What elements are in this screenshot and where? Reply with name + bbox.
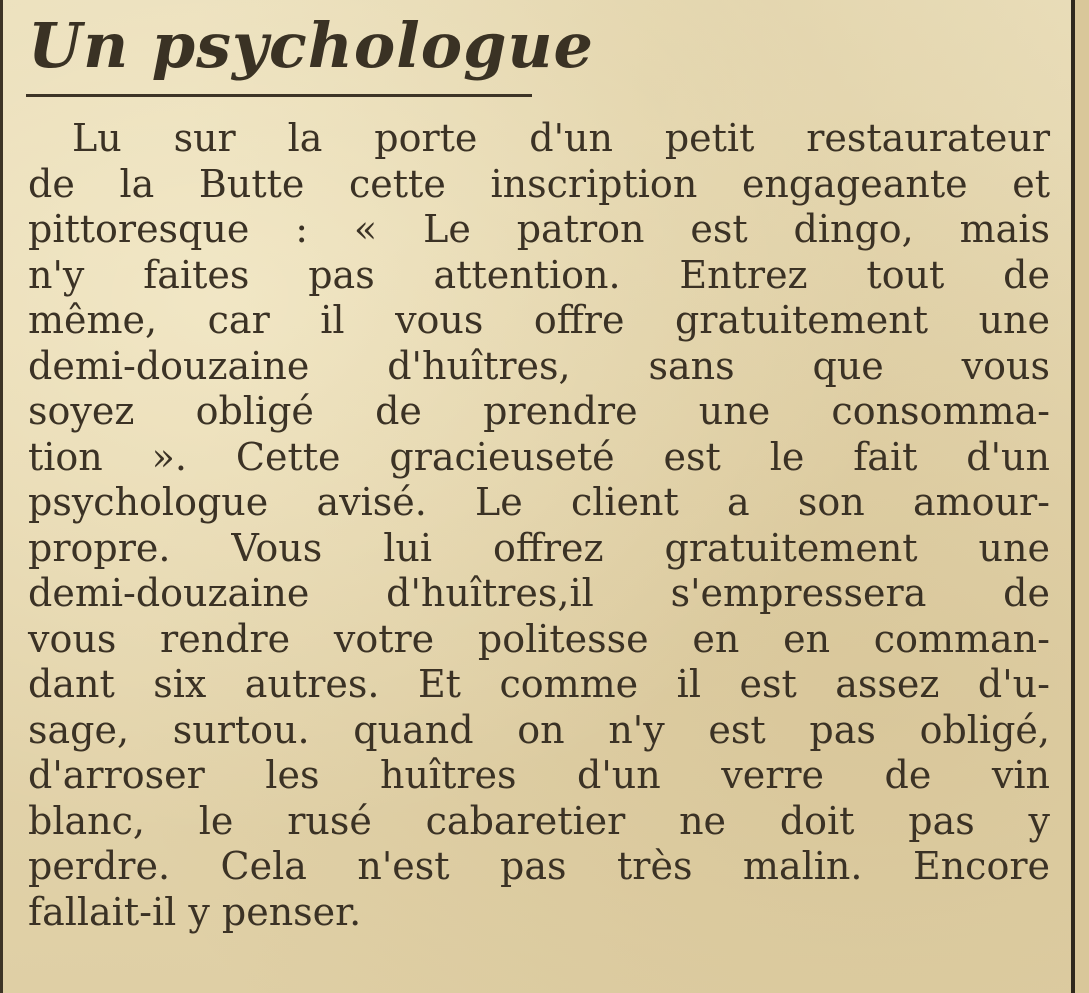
article-line: d'arroser les huîtres d'un verre de vin xyxy=(28,753,1050,797)
right-column-rule xyxy=(1071,0,1075,993)
headline-underline xyxy=(26,94,532,97)
article-line: même, car il vous offre gratuitement une xyxy=(28,298,1050,342)
article-line: soyez obligé de prendre une consomma- xyxy=(28,389,1050,433)
right-margin-strip xyxy=(1075,0,1089,993)
article-line: pittoresque : « Le patron est dingo, mais xyxy=(28,207,1050,251)
article-line: n'y faites pas attention. Entrez tout de xyxy=(28,252,1050,297)
article-line: tion ». Cette gracieuseté est le fait d'un xyxy=(28,434,1050,479)
article-line: vous rendre votre politesse en en comman- xyxy=(28,616,1050,661)
article-line: sage, surtou. quand on n'y est pas obligé, xyxy=(28,707,1050,752)
article-line: de la Butte cette inscription engageante et xyxy=(28,161,1050,206)
article-line: perdre. Cela n'est pas très malin. Encore xyxy=(28,844,1050,888)
article-line: Lu sur la porte d'un petit restaurateur xyxy=(72,116,1050,160)
article-headline: Un psychologue xyxy=(28,9,594,82)
article-line: blanc, le rusé cabaretier ne doit pas y xyxy=(28,798,1050,843)
article-line: psychologue avisé. Le client a son amour- xyxy=(28,480,1050,524)
article-line: dant six autres. Et comme il est assez d'u- xyxy=(28,662,1050,706)
article-line: demi-douzaine d'huîtres, sans que vous xyxy=(28,343,1050,388)
article-body xyxy=(28,116,1050,935)
article-line: propre. Vous lui offrez gratuitement une xyxy=(28,525,1050,570)
left-column-rule xyxy=(0,0,3,993)
article-line: demi-douzaine d'huîtres,il s'empressera de xyxy=(28,571,1050,615)
article-line: fallait-il y penser. xyxy=(28,889,362,934)
